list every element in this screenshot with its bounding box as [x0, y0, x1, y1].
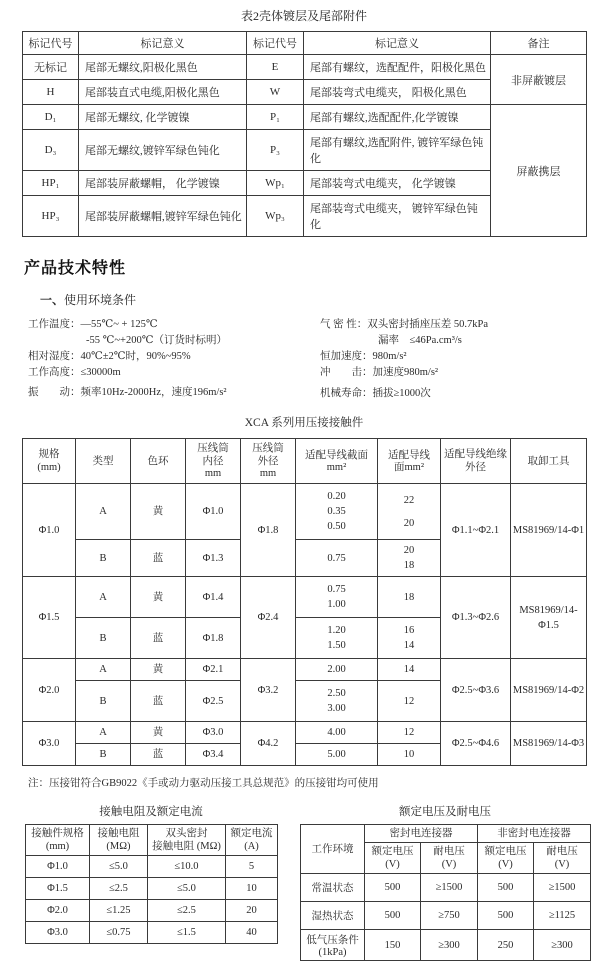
- ring-cell: 黄: [131, 484, 186, 540]
- inner-cell: Φ2.1: [186, 659, 241, 681]
- environment-conditions: [28, 317, 608, 402]
- mark-code: P₁: [247, 105, 304, 130]
- inner-cell: Φ3.4: [186, 744, 241, 766]
- outer-cell: Φ3.2: [241, 659, 296, 722]
- section-cell: 1.20 1.50: [296, 618, 378, 659]
- plating-table-title: 表2壳体镀层及尾部附件: [240, 9, 367, 23]
- gauge-cell: 12: [378, 681, 441, 722]
- res-header-row: [26, 825, 278, 856]
- section-cell: 0.20 0.35 0.50: [296, 484, 378, 540]
- table-row: [23, 659, 587, 681]
- spec-line-continued: 漏率 ≤46Pa.cm³/s: [378, 335, 462, 346]
- spec-label: 机械寿命：: [320, 388, 373, 399]
- subsection-label: 使用环境条件: [64, 293, 137, 307]
- spec-cell: Φ3.0: [23, 722, 76, 766]
- inner-cell: Φ1.8: [186, 618, 241, 659]
- table-row: [26, 900, 278, 922]
- remark-shielded: 屏蔽携层: [491, 105, 587, 237]
- col-header-sealed-resistance: 双头密封 接触电阻 (MΩ): [148, 825, 226, 856]
- mark-meaning: 尾部装直式电缆,阳极化黑色: [79, 80, 247, 105]
- spec-cell: Φ2.0: [23, 659, 76, 722]
- resistance-cell: ≤2.5: [90, 878, 148, 900]
- voltage-table: [300, 824, 591, 961]
- col-header-remark: 备注: [491, 32, 587, 55]
- table-row: [26, 922, 278, 944]
- spec-line: [28, 385, 320, 401]
- current-cell: 20: [226, 900, 278, 922]
- col-header-spec: 规格 (mm): [23, 439, 76, 484]
- mark-code: D₃: [23, 130, 79, 171]
- table-row: [26, 878, 278, 900]
- mark-meaning: 尾部有螺纹，选配配件，阳极化黑色: [304, 55, 491, 80]
- col-header-withstand-voltage: 耐电压 (V): [534, 843, 591, 874]
- table-row: [23, 577, 587, 618]
- sealed-resistance-cell: ≤2.5: [148, 900, 226, 922]
- mark-code: W: [247, 80, 304, 105]
- outer-cell: Φ2.4: [241, 577, 296, 659]
- spec-line-continued: -55 ℃~+200℃（订货时标明）: [86, 335, 227, 346]
- spec-value: —55℃~ + 125℃: [80, 319, 158, 330]
- insulation-cell: Φ2.5~Φ4.6: [441, 722, 511, 766]
- mark-meaning: 尾部装弯式电缆夹， 阳极化黑色: [304, 80, 491, 105]
- subsection-number: 一、: [40, 293, 65, 307]
- subsection-title: [40, 291, 608, 308]
- col-header-tool: 取卸工具: [511, 439, 587, 484]
- resistance-cell: ≤0.75: [90, 922, 148, 944]
- value-cell: 500: [365, 874, 421, 902]
- inner-cell: Φ3.0: [186, 722, 241, 744]
- spec-cell: Φ1.5: [26, 878, 90, 900]
- value-cell: 500: [365, 902, 421, 930]
- ring-cell: 蓝: [131, 744, 186, 766]
- mark-meaning: 尾部有螺纹,选配附件, 镀锌军绿色钝化: [304, 130, 491, 171]
- crimp-contacts-table: [22, 438, 587, 766]
- spec-label: 气 密 性：: [320, 319, 368, 330]
- outer-cell: Φ1.8: [241, 484, 296, 577]
- page-title: 产品技术特性: [24, 260, 127, 277]
- col-header-outer: 压线筒 外径 mm: [241, 439, 296, 484]
- mark-code: HP₃: [23, 196, 79, 237]
- spec-label: 工作温度：: [28, 319, 81, 330]
- value-cell: ≥300: [534, 930, 591, 961]
- inner-cell: Φ1.4: [186, 577, 241, 618]
- spec-label: 冲 击：: [320, 367, 373, 378]
- type-cell: A: [76, 484, 131, 540]
- spec-line: [28, 349, 320, 365]
- sealed-resistance-cell: ≤10.0: [148, 856, 226, 878]
- remark-unshielded: 非屏蔽镀层: [491, 55, 587, 105]
- col-header-rated-voltage: 额定电压 (V): [478, 843, 534, 874]
- col-header-rated-voltage: 额定电压 (V): [365, 843, 421, 874]
- resistance-cell: ≤1.25: [90, 900, 148, 922]
- mark-meaning: 尾部无螺纹,镀锌军绿色钝化: [79, 130, 247, 171]
- gauge-cell: 16 14: [378, 618, 441, 659]
- tool-cell: MS81969/14-Φ2: [511, 659, 587, 722]
- spec-value: 双头密封插座压差 50.7kPa: [367, 319, 488, 330]
- col-header-withstand-voltage: 耐电压 (V): [421, 843, 478, 874]
- spec-line: [28, 365, 320, 381]
- col-header-inner: 压线筒 内径 mm: [186, 439, 241, 484]
- spec-label: 振 动：: [28, 387, 81, 398]
- value-cell: 500: [478, 902, 534, 930]
- section-cell: 5.00: [296, 744, 378, 766]
- resistance-block: [25, 803, 277, 961]
- col-header-environment: 工作环境: [301, 825, 365, 874]
- spec-value: 980m/s²: [372, 351, 407, 362]
- type-cell: A: [76, 577, 131, 618]
- mark-code: P₃: [247, 130, 304, 171]
- value-cell: ≥1500: [421, 874, 478, 902]
- bottom-tables: [0, 803, 608, 961]
- inner-cell: Φ2.5: [186, 681, 241, 722]
- section-cell: 4.00: [296, 722, 378, 744]
- gauge-cell: 22 20: [378, 484, 441, 540]
- col-header-current: 额定电流 (A): [226, 825, 278, 856]
- table-row: [301, 930, 591, 961]
- spec-line: [320, 365, 600, 381]
- ring-cell: 黄: [131, 722, 186, 744]
- spec-cell: Φ1.0: [26, 856, 90, 878]
- spec-value: ≤30000m: [80, 367, 121, 378]
- mark-code: Wp₁: [247, 171, 304, 196]
- mark-meaning: 尾部装弯式电缆夹， 镀锌军绿色钝化: [304, 196, 491, 237]
- spec-value: 插拔≥1000次: [372, 388, 431, 399]
- sealed-resistance-cell: ≤1.5: [148, 922, 226, 944]
- spec-label: 相对湿度：: [28, 351, 81, 362]
- current-cell: 40: [226, 922, 278, 944]
- mark-code: E: [247, 55, 304, 80]
- section-cell: 0.75: [296, 540, 378, 577]
- spec-value: 频率10Hz-2000Hz，速度196m/s²: [80, 387, 227, 398]
- gauge-cell: 10: [378, 744, 441, 766]
- table-row: [301, 874, 591, 902]
- value-cell: 150: [365, 930, 421, 961]
- table-row: [26, 856, 278, 878]
- section-cell: 0.75 1.00: [296, 577, 378, 618]
- ring-cell: 蓝: [131, 540, 186, 577]
- crimp-table-caption: XCA 系列用压接接触件: [244, 417, 364, 429]
- voltage-table-title: 额定电压及耐电压: [399, 806, 491, 818]
- tool-cell: MS81969/14-Φ1.5: [511, 577, 587, 659]
- spec-cell: Φ2.0: [26, 900, 90, 922]
- current-cell: 10: [226, 878, 278, 900]
- sealed-resistance-cell: ≤5.0: [148, 878, 226, 900]
- mark-meaning: 尾部无螺纹, 化学镀镍: [79, 105, 247, 130]
- env-right-column: [320, 317, 600, 402]
- col-header-code1: 标记代号: [23, 32, 79, 55]
- col-header-meaning2: 标记意义: [304, 32, 491, 55]
- crimp-note: 注：压接钳符合GB9022《手或动力驱动压接工具总规范》的压接钳均可使用: [28, 778, 379, 789]
- col-header-sealed-group: 密封电连接器: [365, 825, 478, 843]
- gauge-cell: 20 18: [378, 540, 441, 577]
- col-header-insulation: 适配导线绝缘 外径: [441, 439, 511, 484]
- insulation-cell: Φ1.3~Φ2.6: [441, 577, 511, 659]
- mark-meaning: 尾部无螺纹,阳极化黑色: [79, 55, 247, 80]
- plating-header-row: [23, 32, 587, 55]
- gauge-cell: 12: [378, 722, 441, 744]
- gauge-cell: 14: [378, 659, 441, 681]
- col-header-contact-spec: 接触件规格 (mm): [26, 825, 90, 856]
- spec-cell: Φ1.0: [23, 484, 76, 577]
- col-header-code2: 标记代号: [247, 32, 304, 55]
- col-header-resistance: 接触电阻 (MΩ): [90, 825, 148, 856]
- tool-cell: MS81969/14-Φ1: [511, 484, 587, 577]
- environment-cell: 低气压条件 (1kPa): [301, 930, 365, 961]
- current-cell: 5: [226, 856, 278, 878]
- col-header-gauge: 适配导线 面mm²: [378, 439, 441, 484]
- value-cell: ≥1125: [534, 902, 591, 930]
- gauge-cell: 18: [378, 577, 441, 618]
- insulation-cell: Φ1.1~Φ2.1: [441, 484, 511, 577]
- type-cell: A: [76, 659, 131, 681]
- env-left-column: [28, 317, 320, 402]
- table-row: [23, 722, 587, 744]
- mark-code: H: [23, 80, 79, 105]
- insulation-cell: Φ2.5~Φ3.6: [441, 659, 511, 722]
- table-row: [23, 55, 587, 80]
- resistance-table: [25, 824, 278, 944]
- value-cell: ≥750: [421, 902, 478, 930]
- mark-code: HP₁: [23, 171, 79, 196]
- col-header-meaning1: 标记意义: [79, 32, 247, 55]
- mark-code: D₁: [23, 105, 79, 130]
- mark-meaning: 尾部装屏蔽螺帽， 化学镀镍: [79, 171, 247, 196]
- type-cell: A: [76, 722, 131, 744]
- ring-cell: 黄: [131, 577, 186, 618]
- table-row: [301, 902, 591, 930]
- value-cell: ≥1500: [534, 874, 591, 902]
- inner-cell: Φ1.0: [186, 484, 241, 540]
- value-cell: 250: [478, 930, 534, 961]
- type-cell: B: [76, 681, 131, 722]
- resistance-cell: ≤5.0: [90, 856, 148, 878]
- environment-cell: 湿热状态: [301, 902, 365, 930]
- col-header-ring: 色环: [131, 439, 186, 484]
- mark-meaning: 尾部装弯式电缆夹， 化学镀镍: [304, 171, 491, 196]
- crimp-header-row: [23, 439, 587, 484]
- spec-label: 工作高度：: [28, 367, 81, 378]
- spec-line: [28, 317, 320, 333]
- resistance-table-title: 接触电阻及额定电流: [99, 806, 203, 818]
- value-cell: 500: [478, 874, 534, 902]
- environment-cell: 常温状态: [301, 874, 365, 902]
- mark-meaning: 尾部装屏蔽螺帽,镀锌军绿色钝化: [79, 196, 247, 237]
- section-cell: 2.00: [296, 659, 378, 681]
- section-cell: 2.50 3.00: [296, 681, 378, 722]
- spec-cell: Φ3.0: [26, 922, 90, 944]
- spec-line: [320, 349, 600, 365]
- spec-line: [320, 317, 600, 333]
- col-header-section: 适配导线截面 mm²: [296, 439, 378, 484]
- inner-cell: Φ1.3: [186, 540, 241, 577]
- ring-cell: 黄: [131, 659, 186, 681]
- plating-table: [22, 31, 587, 237]
- spec-value: 加速度980m/s²: [372, 367, 439, 378]
- mark-code: Wp₃: [247, 196, 304, 237]
- value-cell: ≥300: [421, 930, 478, 961]
- table-row: [23, 484, 587, 540]
- spec-cell: Φ1.5: [23, 577, 76, 659]
- spec-line: [320, 386, 600, 402]
- mark-code: 无标记: [23, 55, 79, 80]
- spec-label: 恒加速度：: [320, 351, 373, 362]
- tool-cell: MS81969/14-Φ3: [511, 722, 587, 766]
- voltage-block: [300, 803, 590, 961]
- type-cell: B: [76, 618, 131, 659]
- type-cell: B: [76, 540, 131, 577]
- outer-cell: Φ4.2: [241, 722, 296, 766]
- spec-value: 40℃±2℃时，90%~95%: [80, 351, 191, 362]
- ring-cell: 蓝: [131, 681, 186, 722]
- table-row: [23, 105, 587, 130]
- ring-cell: 蓝: [131, 618, 186, 659]
- mark-meaning: 尾部有螺纹,选配配件,化学镀镍: [304, 105, 491, 130]
- col-header-unsealed-group: 非密封电连接器: [478, 825, 591, 843]
- col-header-type: 类型: [76, 439, 131, 484]
- volt-header-row-1: [301, 825, 591, 843]
- type-cell: B: [76, 744, 131, 766]
